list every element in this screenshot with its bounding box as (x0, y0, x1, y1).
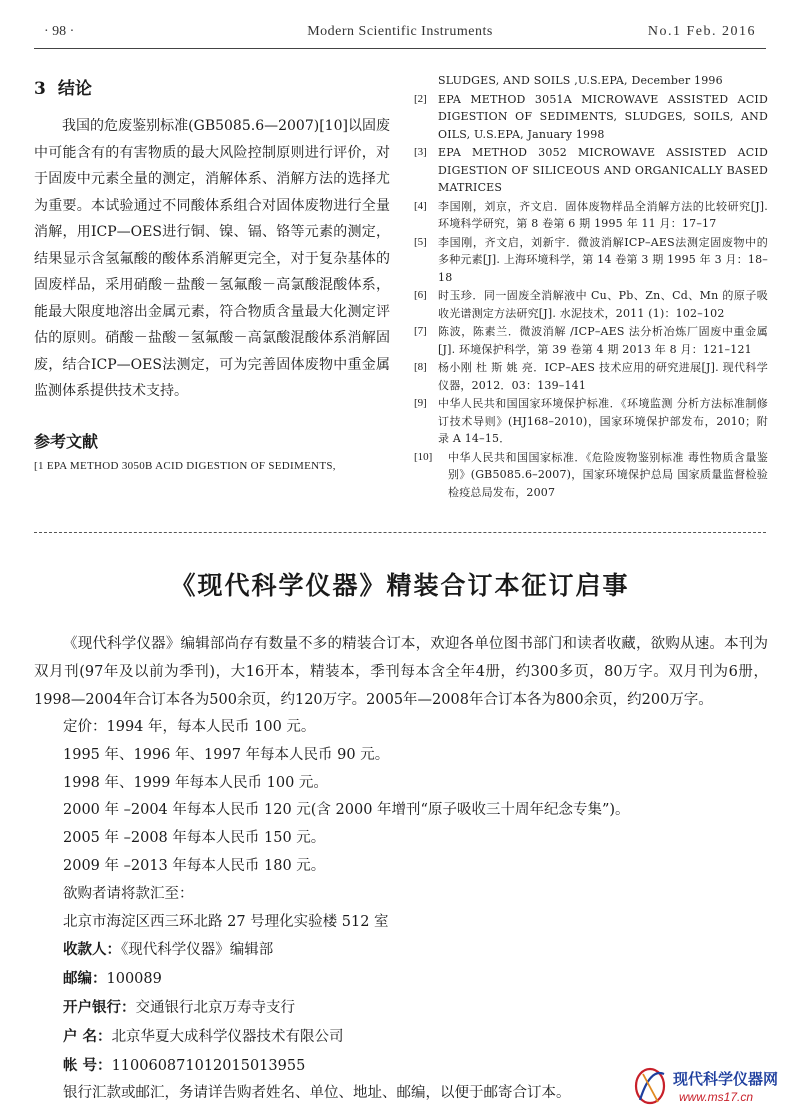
reference-item: [4] 李国刚，刘京，齐文启．固体废物样品全消解方法的比较研究[J]. 环境科学研究，第 8 卷第 6 期 1995 年 11 月：17–17 (414, 199, 768, 230)
price-line: 2005 年 –2008 年每本人民币 150 元。 (63, 830, 326, 847)
reference-1-continued: SLUDGES, AND SOILS ,U.S.EPA, December 1996 (438, 74, 723, 87)
reference-item: [10] 中华人民共和国国家标准．《危险废物鉴别标准 毒性物质含量鉴别》(GB5085.6–2007)，国家环境保护总局 国家质量监督检验检疫总局发布，2007 (414, 450, 768, 499)
account-name-value: 北京华夏大成科学仪器技术有限公司 (111, 1028, 344, 1045)
price-line: 2000 年 –2004 年每本人民币 120 元(含 2000 年增刊“原子吸收三十周年纪念专集”)。 (63, 802, 630, 819)
reference-item: [9] 中华人民共和国国家环境保护标准．《环境监测 分析方法标准制修订技术导则》(HJ168–2010)，国家环境保护部发布，2010；附录 A 14–15． (414, 397, 768, 445)
reference-1-start: [1 EPA METHOD 3050B ACID DIGESTION OF SEDIMENTS, (34, 459, 336, 472)
notice-intro: 《现代科学仪器》编辑部尚存有数量不多的精装合订本，欢迎各单位图书部门和读者收藏，欲购从速。本刊为双月刊(97年及以前为季刊)，大16开本，精装本，季刊每本含全年4册，约300多页，80万字。双月刊为6册，1998—2004年合订本各为500余页，约120万字。2005年—2008年合订本各为800余页，约200万字。 (34, 636, 768, 708)
bank-line (34, 994, 768, 1023)
account-name-label: 户 名： (63, 1027, 112, 1045)
payee-line (34, 936, 768, 965)
account-number-label: 帐 号： (63, 1056, 112, 1074)
payee-label: 收款人： (63, 941, 121, 959)
remit-note: 欲购者请将款汇至： (63, 885, 194, 902)
mailing-address: 北京市海淀区西三环北路 27 号理化实验楼 512 室 (63, 913, 389, 930)
closing-note: 银行汇款或邮汇，务请详告购者姓名、单位、地址、邮编，以便于邮寄合订本。 (63, 1085, 571, 1102)
section-heading (34, 74, 390, 99)
section-title: 结论 (57, 79, 92, 99)
price-line: 定价：1994 年，每本人民币 100 元。 (63, 719, 316, 735)
reference-item: [5] 李国刚，齐文启，刘新宇．微波消解ICP–AES法测定固废物中的多种元素[J]. 上海环境科学，第 14 卷第 3 期 1995 年 3 月：18–18 (414, 235, 768, 284)
bank-value: 交通银行北京万寿寺支行 (135, 999, 295, 1016)
price-line: 1998 年、1999 年每本人民币 100 元。 (63, 774, 328, 791)
logo-url: www.ms17.cn (679, 1090, 754, 1104)
reference-item: [7] 陈波，陈素兰．微波消解 /ICP–AES 法分析冶炼厂固废中重金属[J]. 环境保护科学，第 39 卷第 4 期 2013 年 8 月：121–121 (414, 325, 768, 356)
reference-item: [3] EPA METHOD 3052 MICROWAVE ASSISTED ACID DIGESTION OF SILICEOUS AND ORGANICALLY BASED MATRICES (414, 146, 768, 194)
issue-info: No.1 Feb. 2016 (647, 24, 756, 39)
references-heading: 参考文献 (34, 431, 99, 451)
journal-name: Modern Scientific Instruments (307, 24, 493, 39)
left-column (34, 64, 390, 474)
logo-name: 现代科学仪器网 (673, 1070, 779, 1088)
account-number-value: 110060871012015013955 (111, 1057, 306, 1074)
notice-body (34, 630, 768, 1108)
right-column (414, 72, 768, 502)
bank-label: 开户银行： (63, 998, 136, 1016)
reference-item: [8] 杨小刚 杜 斯 姚 亮．ICP–AES 技术应用的研究进展[J]. 现代科学仪器，2012．03：139–141 (414, 361, 768, 392)
postcode-line (34, 965, 768, 994)
conclusion-paragraph: 我国的危废鉴别标准(GB5085.6—2007)[10]以固废中可能含有的有害物质的最大风险控制原则进行评价，对于固废中元素全量的测定，消解体系、消解方法的选择尤为重要。本试验通过不同酸体系组合对固体废物进行全量消解，用ICP—OES进行铜、镍、镉、铬等元素的测定，结果显示含氢氟酸的酸体系消解更完全，对于复杂基体的固废样品，采用硝酸－盐酸－氢氟酸－高氯酸混酸体系，能最大限度地溶出金属元素，符合物质含量最大化测定评估的原则。硝酸－盐酸－氢氟酸－高氯酸混酸体系消解固废，结合ICP—OES法测定，可为完善固体废物中重金属监测体系提供技术支持。 (34, 118, 390, 399)
section-number: 3 (34, 79, 46, 99)
notice-title: 《现代科学仪器》精装合订本征订启事 (170, 571, 630, 600)
account-name-line (34, 1023, 768, 1052)
price-line: 2009 年 –2013 年每本人民币 180 元。 (63, 857, 326, 874)
header-rule (34, 48, 766, 49)
postcode-label: 邮编： (63, 970, 107, 988)
reference-item: [6] 时玉珍．同一固废全消解液中 Cu、Pb、Zn、Cd、Mn 的原子吸收光谱测定方法研究[J]. 水泥技术，2011 (1)：102–102 (414, 289, 768, 320)
price-line: 1995 年、1996 年、1997 年每本人民币 90 元。 (63, 746, 390, 763)
payee-value: 《现代科学仪器》编辑部 (121, 942, 274, 959)
reference-item: [2] EPA METHOD 3051A MICROWAVE ASSISTED ACID DIGESTION OF SEDIMENTS, SLUDGES, SOILS, AND OILS, U.S.EPA, January 1998 (414, 92, 768, 141)
postcode-value: 100089 (106, 971, 162, 988)
dashed-divider (34, 532, 766, 533)
page-number: · 98 · (44, 24, 75, 39)
